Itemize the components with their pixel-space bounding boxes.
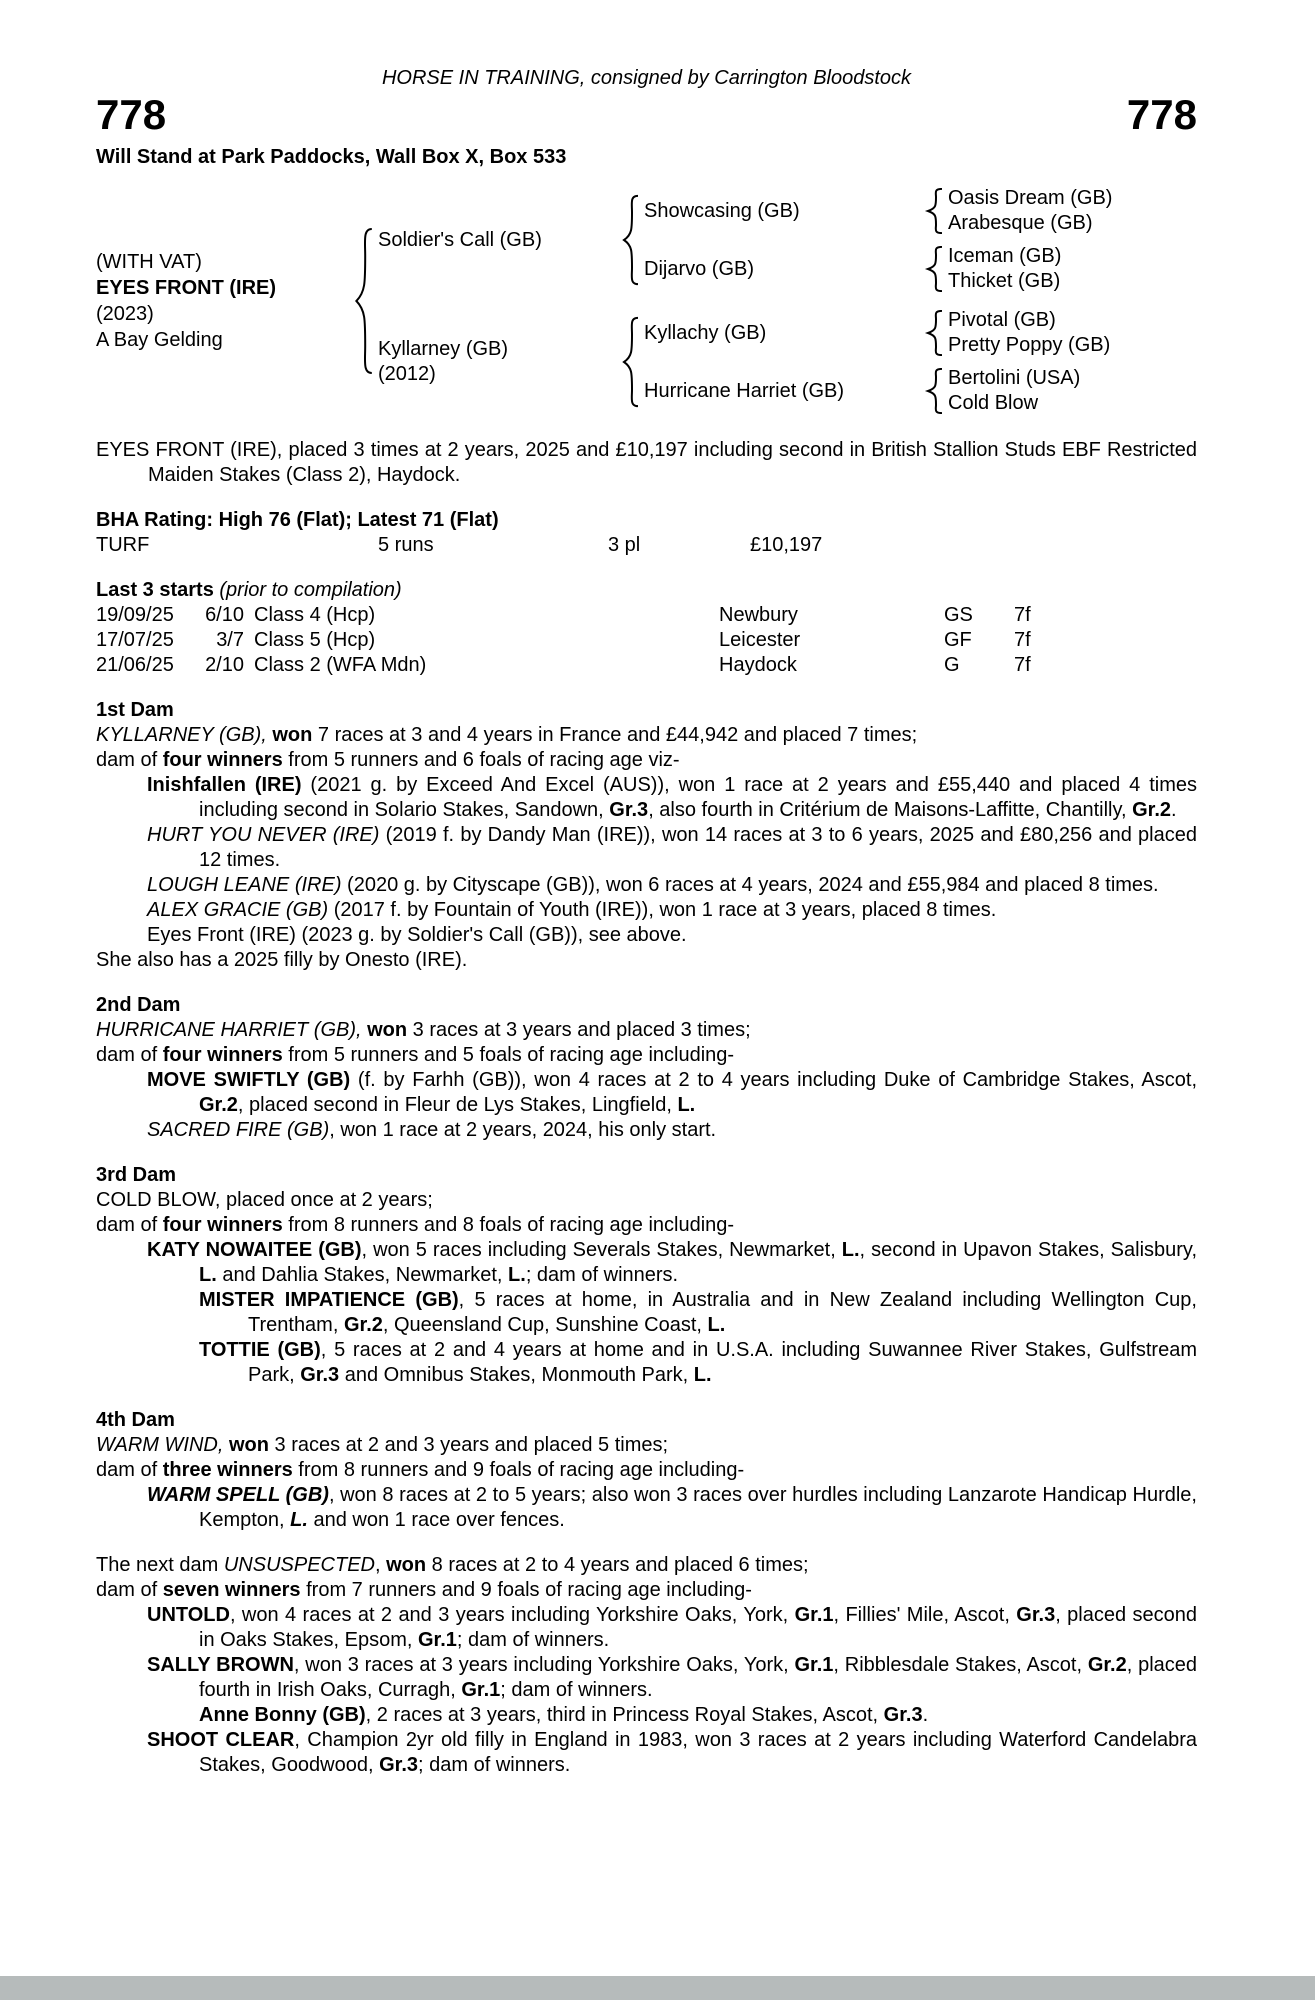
dam-produce-line: dam of seven winners from 7 runners and 9 foals of racing age including- <box>96 1579 752 1601</box>
great-grandparent-pair <box>948 186 1197 236</box>
bha-rating-line: BHA Rating: High 76 (Flat); Latest 71 (Flat) <box>96 509 499 531</box>
lot-number-left: 778 <box>96 91 167 138</box>
race-going: G <box>944 654 960 676</box>
sire-branch <box>378 186 1197 294</box>
great-grandparent-name: Oasis Dream (GB) <box>948 187 1113 209</box>
dam-name-block <box>378 337 616 387</box>
last-starts-title-italic: (prior to compilation) <box>219 579 402 601</box>
horse-description: A Bay Gelding <box>96 329 223 351</box>
progeny-entry: MOVE SWIFTLY (GB) (f. by Farhh (GB)), won 4 races at 2 to 4 years including Duke of Cambridge Stakes, Ascot, Gr.2, placed second in Fleur de Lys Stakes, Lingfield, L. <box>147 1069 1197 1116</box>
dam-name: Kyllarney (GB) <box>378 338 509 360</box>
dam-produce-line: dam of four winners from 8 runners and 8 foals of racing age including- <box>96 1214 735 1236</box>
great-grandparent-name: Thicket (GB) <box>948 270 1061 292</box>
dam-produce-line: dam of four winners from 5 runners and 6 foals of racing age viz- <box>96 749 680 771</box>
race-date: 17/07/25 <box>96 629 174 651</box>
dam-produce-line: dam of four winners from 5 runners and 5 foals of racing age including- <box>96 1044 735 1066</box>
intro-section <box>96 438 1197 488</box>
progeny-entry: SACRED FIRE (GB), won 1 race at 2 years, 2024, his only start. <box>147 1119 717 1141</box>
brace-icon <box>620 194 640 286</box>
great-grandparent-pair <box>948 308 1197 358</box>
progeny-entry: Inishfallen (IRE) (2021 g. by Exceed And Excel (AUS)), won 1 race at 2 years and £55,440 and placed 4 times including second in Solario Stakes, Sandown, Gr.3, also fourth in Critérium de Maisons-Laffitte, Chantilly, Gr.2. <box>147 774 1198 821</box>
progeny-entry: Anne Bonny (GB), 2 races at 3 years, third in Princess Royal Stakes, Ascot, Gr.3. <box>199 1704 929 1726</box>
race-position: 2/10 <box>205 654 244 676</box>
great-grandparent-name: Cold Blow <box>948 392 1039 414</box>
vat-note: (WITH VAT) <box>96 251 202 273</box>
earnings-value: £10,197 <box>750 534 823 556</box>
race-course: Newbury <box>719 604 798 626</box>
brace-icon <box>924 188 944 234</box>
progeny-entry: SHOOT CLEAR, Champion 2yr old filly in England in 1983, won 3 races at 2 years including Waterford Candelabra Stakes, Goodwood, Gr.3; dam of winners. <box>147 1729 1198 1776</box>
race-course: Haydock <box>719 654 797 676</box>
dam-dam-branch <box>644 366 1197 416</box>
dam-sire-name: Kyllachy (GB) <box>644 321 767 344</box>
race-going: GS <box>944 604 973 626</box>
pedigree-table <box>96 186 1197 416</box>
progeny-entry: MISTER IMPATIENCE (GB), 5 races at home, in Australia and in New Zealand including Wellington Cup, Trentham, Gr.2, Queensland Cup, Sunshine Coast, L. <box>199 1289 1197 1336</box>
great-grandparent-name: Pretty Poppy (GB) <box>948 334 1111 356</box>
places-count: 3 pl <box>608 534 641 556</box>
next-dam-summary: The next dam UNSUSPECTED, won 8 races at 2 to 4 years and placed 6 times; <box>96 1554 809 1576</box>
bha-rating-section <box>96 508 1197 558</box>
brace-icon <box>620 316 640 408</box>
race-date: 19/09/25 <box>96 604 174 626</box>
race-date: 21/06/25 <box>96 654 174 676</box>
great-grandparent-name: Iceman (GB) <box>948 245 1062 267</box>
great-grandparent-name: Arabesque (GB) <box>948 212 1093 234</box>
sire-dam-branch <box>644 244 1197 294</box>
dam-summary: KYLLARNEY (GB), won 7 races at 3 and 4 years in France and £44,942 and placed 7 times; <box>96 724 918 746</box>
third-dam-heading: 3rd Dam <box>96 1164 177 1186</box>
progeny-entry: KATY NOWAITEE (GB), won 5 races including Severals Stakes, Newmarket, L., second in Upavon Stakes, Salisbury, L. and Dahlia Stakes, Newmarket, L.; dam of winners. <box>147 1239 1197 1286</box>
race-course: Leicester <box>719 629 801 651</box>
progeny-entry: UNTOLD, won 4 races at 2 and 3 years including Yorkshire Oaks, York, Gr.1, Fillies' Mile, Ascot, Gr.3, placed second in Oaks Stakes, Epsom, Gr.1; dam of winners. <box>147 1604 1198 1651</box>
brace-icon <box>924 246 944 292</box>
race-result-row <box>96 653 1197 678</box>
race-position: 3/7 <box>216 629 244 651</box>
brace-icon <box>352 226 374 376</box>
great-grandparent-name: Bertolini (USA) <box>948 367 1081 389</box>
dam-dam-name: Hurricane Harriet (GB) <box>644 379 845 402</box>
progeny-entry: Eyes Front (IRE) (2023 g. by Soldier's Call (GB)), see above. <box>147 924 687 946</box>
race-summary-row <box>96 533 1197 558</box>
race-distance: 7f <box>1014 604 1031 626</box>
brace-icon <box>924 368 944 414</box>
race-going: GF <box>944 629 972 651</box>
sire-dam-name: Dijarvo (GB) <box>644 257 755 280</box>
great-grandparent-name: Pivotal (GB) <box>948 309 1056 331</box>
sire-grandparents <box>644 186 1197 294</box>
progeny-entry: SALLY BROWN, won 3 races at 3 years including Yorkshire Oaks, York, Gr.1, Ribblesdale Stakes, Ascot, Gr.2, placed fourth in Irish Oaks, Curragh, Gr.1; dam of winners. <box>147 1654 1198 1701</box>
brace-icon <box>924 310 944 356</box>
lot-number-right: 778 <box>1126 91 1197 138</box>
dam-summary: HURRICANE HARRIET (GB), won 3 races at 3 years and placed 3 times; <box>96 1019 751 1041</box>
race-class: Class 4 (Hcp) <box>254 604 376 626</box>
dam-grandparents <box>644 308 1197 416</box>
pedigree-parents <box>378 186 1197 416</box>
runs-count: 5 runs <box>378 534 434 556</box>
dam-sire-branch <box>644 308 1197 358</box>
progeny-entry: TOTTIE (GB), 5 races at 2 and 4 years at home and in U.S.A. including Suwannee River Stakes, Gulfstream Park, Gr.3 and Omnibus Stakes, Monmouth Park, L. <box>199 1339 1198 1386</box>
second-dam-heading: 2nd Dam <box>96 994 181 1016</box>
dam-note: She also has a 2025 filly by Onesto (IRE). <box>96 949 468 971</box>
progeny-entry: WARM SPELL (GB), won 8 races at 2 to 5 years; also won 3 races over hurdles including Lanzarote Handicap Hurdle, Kempton, L. and won 1 race over fences. <box>147 1484 1197 1531</box>
great-grandparent-pair <box>948 366 1197 416</box>
stand-location: Will Stand at Park Paddocks, Wall Box X, Box 533 <box>96 146 567 168</box>
pedigree-text-body <box>96 698 1197 1778</box>
consignment-header: HORSE IN TRAINING, consigned by Carrington Bloodstock <box>381 67 912 89</box>
last-starts-section <box>96 578 1197 678</box>
race-class: Class 2 (WFA Mdn) <box>254 654 427 676</box>
race-result-row <box>96 603 1197 628</box>
foaling-year: (2023) <box>96 303 154 325</box>
sire-sire-name: Showcasing (GB) <box>644 199 800 222</box>
dam-summary: COLD BLOW, placed once at 2 years; <box>96 1189 433 1211</box>
race-result-row <box>96 628 1197 653</box>
first-dam-heading: 1st Dam <box>96 699 174 721</box>
progeny-entry: ALEX GRACIE (GB) (2017 f. by Fountain of Youth (IRE)), won 1 race at 3 years, placed 8 times. <box>147 899 997 921</box>
race-position: 6/10 <box>205 604 244 626</box>
dam-branch <box>378 308 1197 416</box>
race-distance: 7f <box>1014 629 1031 651</box>
dam-produce-line: dam of three winners from 8 runners and 9 foals of racing age including- <box>96 1459 745 1481</box>
lot-number-row <box>96 93 1197 137</box>
progeny-entry: LOUGH LEANE (IRE) (2020 g. by Cityscape (GB)), won 6 races at 4 years, 2024 and £55,984 and placed 8 times. <box>147 874 1159 896</box>
surface-label: TURF <box>96 534 150 556</box>
last-starts-title-bold: Last 3 starts <box>96 579 220 601</box>
horse-name: EYES FRONT (IRE) <box>96 277 277 299</box>
sire-name: Soldier's Call (GB) <box>378 228 542 251</box>
race-class: Class 5 (Hcp) <box>254 629 376 651</box>
great-grandparent-pair <box>948 244 1197 294</box>
sire-sire-branch <box>644 186 1197 236</box>
race-record-summary: EYES FRONT (IRE), placed 3 times at 2 years, 2025 and £10,197 including second in British Stallion Studs EBF Restricted Maiden Stakes (Class 2), Haydock. <box>96 439 1197 486</box>
fourth-dam-heading: 4th Dam <box>96 1409 175 1431</box>
race-distance: 7f <box>1014 654 1031 676</box>
scan-edge-bar <box>0 1976 1315 2000</box>
progeny-entry: HURT YOU NEVER (IRE) (2019 f. by Dandy Man (IRE)), won 14 races at 3 to 6 years, 2025 and £80,256 and placed 12 times. <box>147 824 1197 871</box>
dam-year: (2012) <box>378 363 436 385</box>
last-starts-title <box>96 578 1197 603</box>
pedigree-subject <box>96 249 348 353</box>
dam-summary: WARM WIND, won 3 races at 2 and 3 years and placed 5 times; <box>96 1434 669 1456</box>
